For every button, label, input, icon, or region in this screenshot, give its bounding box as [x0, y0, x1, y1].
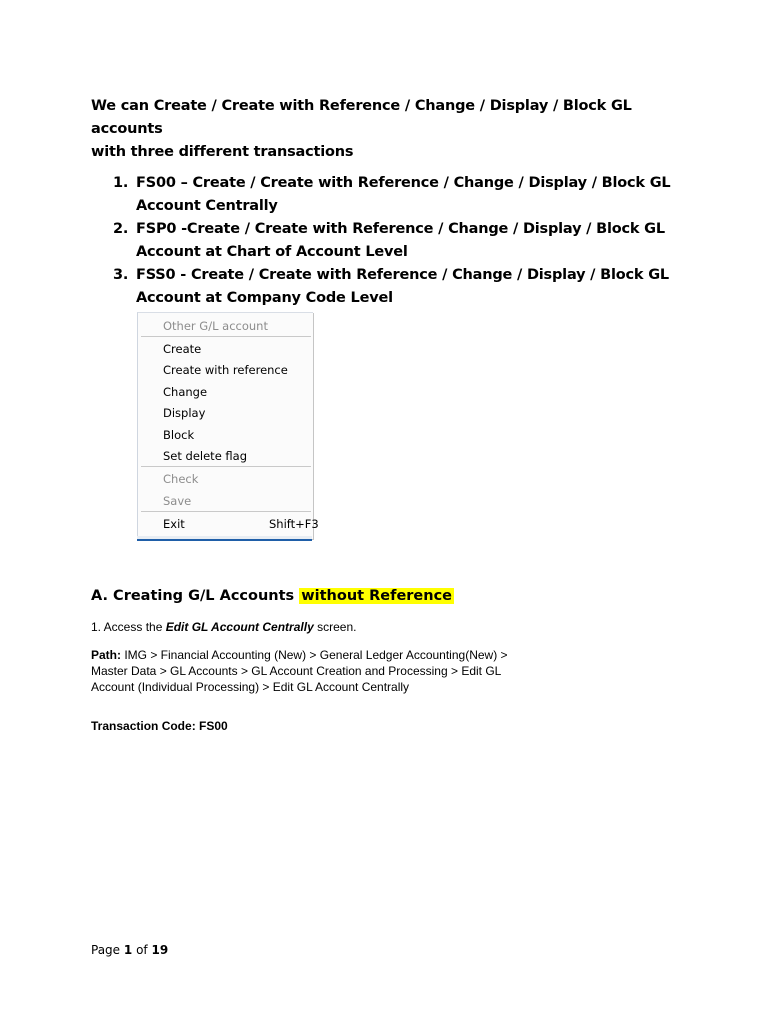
intro-line-2: with three different transactions [91, 144, 354, 160]
transaction-number: 2. [113, 221, 129, 237]
footer-page-number: 1 [123, 943, 133, 957]
transaction-list [91, 172, 691, 310]
transaction-code: Transaction Code: FS00 [91, 719, 228, 733]
menu-item-create-with-reference[interactable]: Create with reference [163, 363, 288, 377]
page-footer [91, 943, 168, 957]
transaction-item [91, 218, 691, 264]
path-label: Path: [91, 648, 121, 662]
step-1-screen-name: Edit GL Account Centrally [165, 620, 314, 634]
menu-item-display[interactable]: Display [163, 406, 206, 420]
transaction-number: 1. [113, 175, 129, 191]
footer-prefix: Page [91, 943, 121, 957]
footer-total-pages: 19 [151, 943, 169, 957]
menu-item-change[interactable]: Change [163, 385, 208, 399]
menu-divider [141, 336, 311, 337]
img-path [91, 647, 531, 695]
transaction-number: 3. [113, 267, 129, 283]
transaction-item [91, 264, 691, 310]
transaction-text: FSS0 - Create / Create with Reference / Change / Display / Block GL Account at Company Code Level [136, 267, 669, 306]
menu-item-save: Save [163, 494, 192, 508]
section-title-highlight: without Reference [301, 588, 453, 604]
menu-divider [141, 466, 311, 467]
step-1-prefix: 1. Access the [91, 620, 163, 634]
menu-bottom-edge [137, 536, 312, 541]
path-text: IMG > Financial Accounting (New) > General Ledger Accounting(New) > Master Data > GL Accounts > GL Account Creation and Processing > Edit GL Account (Individual Processing) > Edit GL Account Centrally [91, 648, 508, 694]
menu-item-exit[interactable] [163, 515, 319, 533]
transaction-text: FSP0 -Create / Create with Reference / Change / Display / Block GL Account at Chart of Account Level [136, 221, 665, 260]
transaction-item [91, 172, 691, 218]
menu-item-check: Check [163, 472, 199, 486]
menu-item-set-delete-flag[interactable]: Set delete flag [163, 449, 248, 463]
menu-title: Other G/L account [163, 319, 268, 333]
intro-block [91, 95, 691, 310]
menu-divider [141, 511, 311, 512]
gl-account-context-menu [137, 312, 319, 539]
section-title [91, 585, 454, 607]
step-1 [91, 619, 356, 635]
menu-item-block[interactable]: Block [163, 428, 195, 442]
intro-line-1: We can Create / Create with Reference / Change / Display / Block GL accounts [91, 98, 632, 137]
footer-of: of [136, 943, 148, 957]
menu-item-exit-label: Exit [163, 517, 185, 531]
section-title-prefix: A. Creating G/L Accounts [91, 588, 295, 604]
menu-item-create[interactable]: Create [163, 342, 202, 356]
step-1-suffix: screen. [317, 620, 357, 634]
window-frame-strip [137, 539, 312, 541]
menu-item-exit-shortcut: Shift+F3 [269, 517, 319, 531]
transaction-text: FS00 – Create / Create with Reference / Change / Display / Block GL Account Centrally [136, 175, 671, 214]
